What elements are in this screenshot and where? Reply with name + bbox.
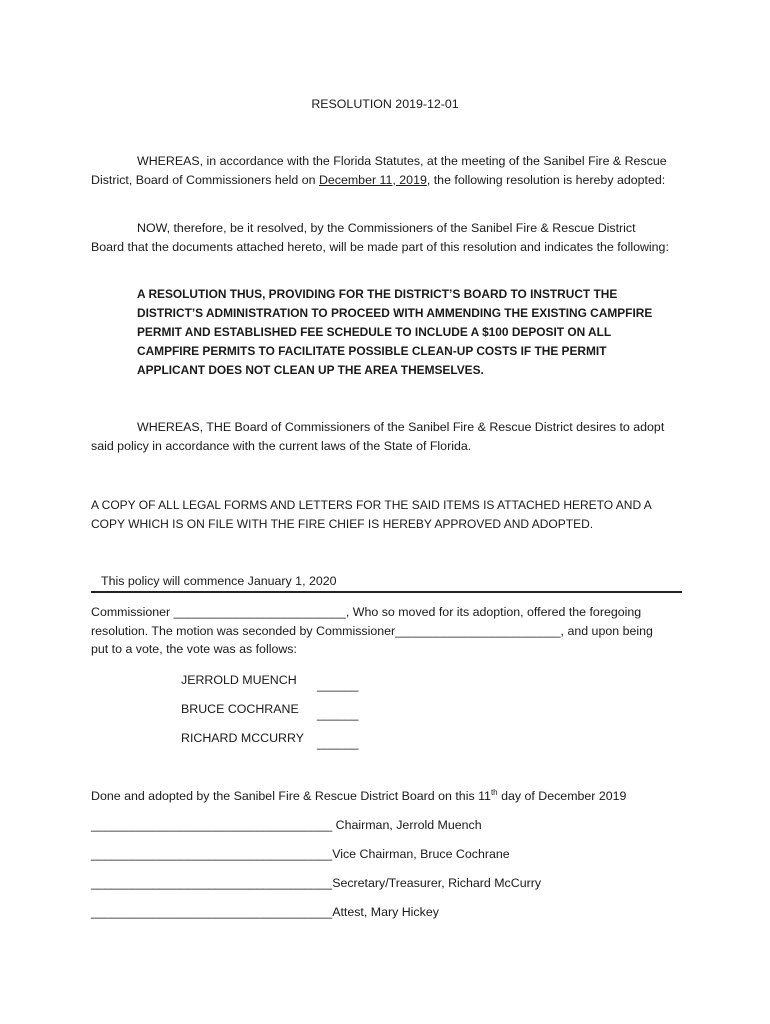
adoption-statement: [91, 787, 671, 806]
motion-paragraph: Commissioner _________________________, Who so moved for its adoption, offered the foregoing resolution. The motion was seconded by Commissioner________________________, and upon being put to a vote, the vote was as follows:: [91, 605, 653, 656]
signature-line-secretary: ___________________________________Secretary/Treasurer, Richard McCurry: [91, 876, 542, 890]
adoption-text: Done and adopted by the Sanibel Fire & Rescue District Board on this 11: [91, 789, 491, 803]
signature-line-vice-chairman: ___________________________________Vice Chairman, Bruce Cochrane: [91, 847, 510, 861]
signature-line-attest: ___________________________________Attest, Mary Hickey: [91, 905, 439, 919]
vote-name-1: JERROLD MUENCH: [181, 673, 297, 687]
vote-blank-3: ______: [317, 736, 359, 750]
whereas-1-text: WHEREAS, in accordance with the Florida Statutes, at the meeting of the Sanibel Fire & Rescue District, Board of Commissioners held on: [91, 154, 667, 187]
vote-name-3: RICHARD MCCURRY: [181, 731, 304, 745]
whereas-1-suffix: , the following resolution is hereby adopted:: [426, 172, 666, 187]
signature-line-chairman: ___________________________________ Chairman, Jerrold Muench: [91, 818, 482, 832]
meeting-date: December 11, 2019: [318, 172, 427, 187]
resolution-statement: A RESOLUTION THUS, PROVIDING FOR THE DISTRICT’S BOARD TO INSTRUCT THE DISTRICT’S ADMINISTRATION TO PROCEED WITH AMMENDING THE EXISTING CAMPFIRE PERMIT AND ESTABLISHED FEE SCHEDULE TO INCLUDE A $100 DEPOSIT ON ALL CAMPFIRE PERMITS TO FACILITATE POSSIBLE CLEAN-UP COSTS IF THE PERMIT APPLICANT DOES NOT CLEAN UP THE AREA THEMSELVES.: [137, 287, 653, 377]
whereas-paragraph-2: WHEREAS, THE Board of Commissioners of the Sanibel Fire & Rescue District desires to adopt said policy in accordance with the current laws of the State of Florida.: [91, 420, 665, 453]
divider: [91, 591, 682, 593]
copy-statement: A COPY OF ALL LEGAL FORMS AND LETTERS FOR THE SAID ITEMS IS ATTACHED HERETO AND A COPY WHICH IS ON FILE WITH THE FIRE CHIEF IS HEREBY APPROVED AND ADOPTED.: [91, 498, 652, 531]
commence-statement: This policy will commence January 1, 2020: [101, 574, 337, 588]
vote-blank-2: ______: [317, 707, 359, 721]
vote-blank-1: ______: [317, 678, 359, 692]
vote-name-2: BRUCE COCHRANE: [181, 702, 299, 716]
now-therefore-paragraph: NOW, therefore, be it resolved, by the Commissioners of the Sanibel Fire & Rescue District Board that the documents attached hereto, will be made part of this resolution and indicates the following:: [91, 221, 669, 254]
document-title: RESOLUTION 2019-12-01: [311, 97, 459, 111]
whereas-paragraph-1: [91, 152, 671, 189]
adoption-suffix: day of December 2019: [497, 789, 627, 803]
ordinal-suffix: th: [490, 787, 498, 797]
